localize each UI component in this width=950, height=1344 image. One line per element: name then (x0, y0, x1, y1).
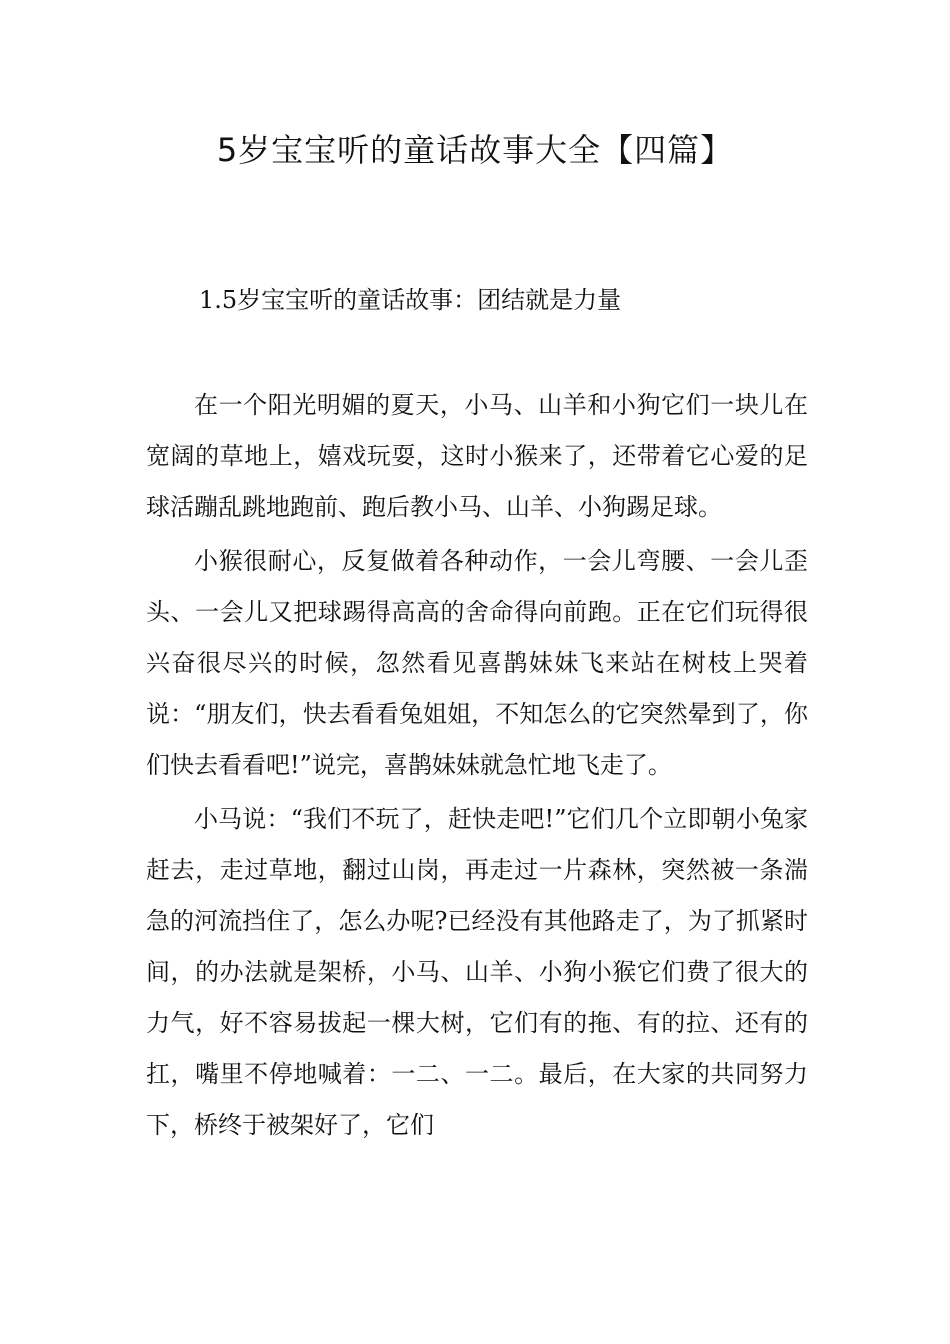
story-paragraph-1: 在一个阳光明媚的夏天，小马、山羊和小狗它们一块儿在宽阔的草地上，嬉戏玩耍，这时小猴来了，还带着它心爱的足球活蹦乱跳地跑前、跑后教小马、山羊、小狗踢足球。 (146, 391, 808, 521)
story-body (146, 380, 808, 1154)
story-paragraph-2: 小猴很耐心，反复做着各种动作，一会儿弯腰、一会儿歪头、一会儿又把球踢得高高的舍命得向前跑。正在它们玩得很兴奋很尽兴的时候，忽然看见喜鹊妹妹飞来站在树枝上哭着说：“朋友们，快去看看兔姐姐，不知怎么的它突然晕到了，你们快去看看吧!”说完，喜鹊妹妹就急忙地飞走了。 (146, 547, 808, 779)
document-title: 5岁宝宝听的童话故事大全【四篇】 (216, 131, 734, 169)
story-paragraph-3: 小马说：“我们不玩了，赶快走吧!”它们几个立即朝小兔家赶去，走过草地，翻过山岗，再走过一片森林，突然被一条湍急的河流挡住了，怎么办呢?已经没有其他路走了，为了抓紧时间，的办法就是架桥，小马、山羊、小狗小猴它们费了很大的力气，好不容易拔起一棵大树，它们有的拖、有的拉、还有的扛，嘴里不停地喊着：一二、一二。最后，在大家的共同努力下，桥终于被架好了，它们 (146, 805, 808, 1139)
section-heading: 1.5岁宝宝听的童话故事：团结就是力量 (199, 286, 622, 314)
